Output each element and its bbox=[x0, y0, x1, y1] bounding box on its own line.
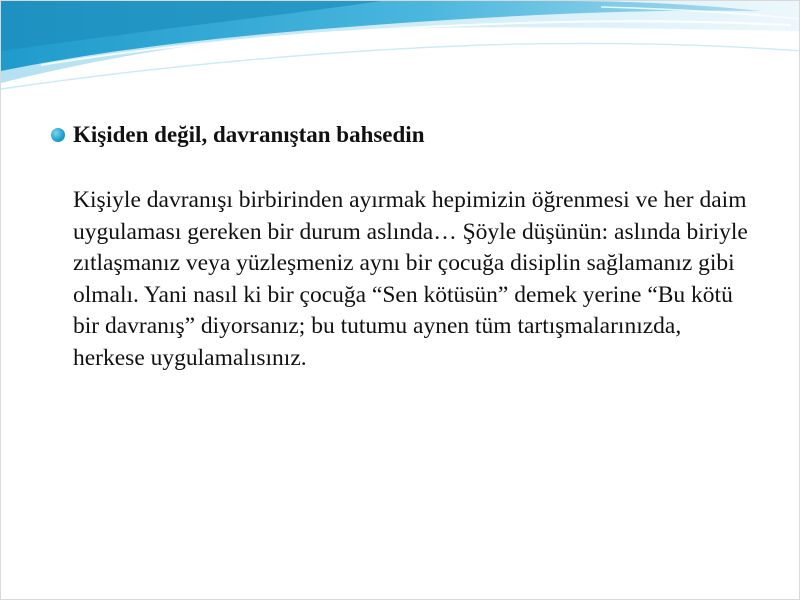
body-paragraph: Kişiyle davranışı birbirinden ayırmak hepimizin öğrenmesi ve her daim uygulaması gereken bir durum aslında… Şöyle düşünün: aslında biriyle zıtlaşmanız veya yüzleşmeniz aynı bir çocuğa disiplin sağlamanız gibi olmalı. Yani nasıl ki bir çocuğa “Sen kötüsün” demek yerine “Bu kötü bir davranış” diyorsanız; bu tutumu aynen tüm tartışmalarınızda, herkese uygulamalısınız. bbox=[73, 187, 748, 371]
bullet-row bbox=[51, 119, 761, 151]
bullet-heading: Kişiden değil, davranıştan bahsedin bbox=[73, 122, 425, 147]
round-bullet-icon bbox=[51, 128, 65, 142]
header-wave-decoration bbox=[1, 1, 800, 101]
slide-content bbox=[51, 119, 761, 375]
